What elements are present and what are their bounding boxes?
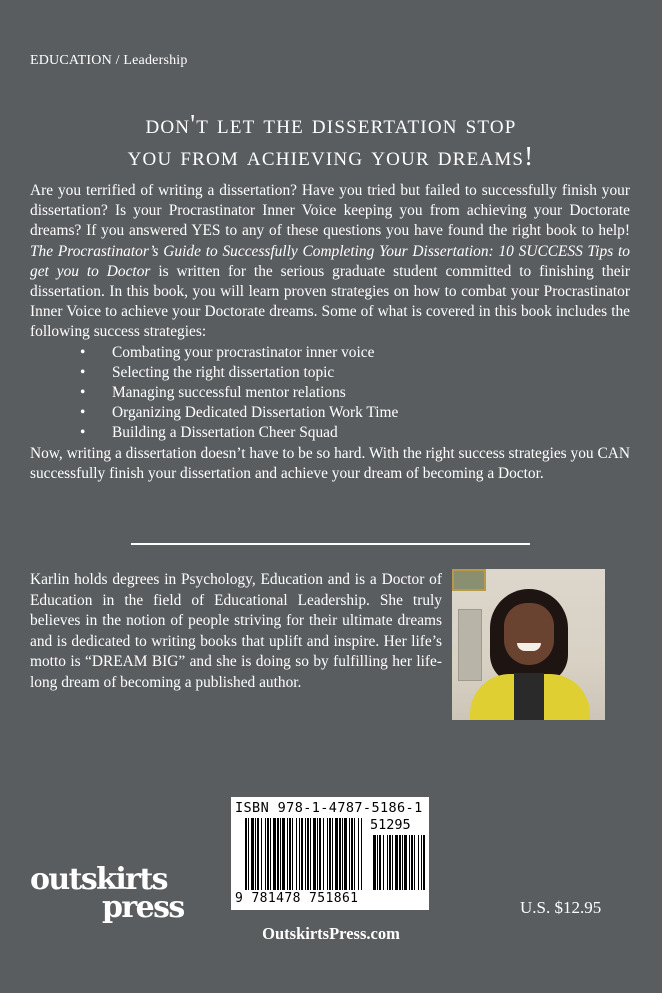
headline-line-1: don't let the dissertation stop	[145, 109, 517, 139]
barcode-bar	[409, 835, 410, 890]
barcode-bar	[323, 818, 324, 890]
description-intro: Are you terrified of writing a dissertation? Have you tried but failed to successfully finish your dissertation? Is your Procrastinator Inner Voice keeping you from achieving your Doctorate dreams? If you answered YES to any of these questions you have found the right book to help!	[30, 182, 630, 240]
barcode-bar	[344, 818, 347, 890]
barcode-bar	[310, 818, 311, 890]
barcode-bar	[339, 818, 341, 890]
barcode-bar	[313, 818, 316, 890]
author-bio: Karlin holds degrees in Psychology, Education and is a Doctor of Education in the field of Educational Leadership. She truly believes in the notion of people striving for their ultimate dreams and is dedicated to writing books that uplift and inspire. Her life’s motto is “DREAM BIG” and she is doing so by fulfilling her life-long dream of becoming a published author.	[30, 571, 442, 691]
barcode-bar	[317, 818, 318, 890]
headline	[20, 108, 642, 172]
barcode-bar	[296, 818, 297, 890]
divider	[131, 543, 530, 545]
barcode-bar	[267, 818, 269, 890]
barcode-bar	[377, 835, 378, 890]
barcode-bar	[414, 835, 415, 890]
barcode-bar	[399, 835, 401, 890]
price-label: U.S. $12.95	[520, 898, 602, 917]
publisher-logo	[30, 862, 184, 925]
barcode-bar	[299, 818, 300, 890]
author-photo	[452, 569, 605, 720]
barcode-bar	[387, 835, 388, 890]
price-code-text: 51295	[370, 817, 411, 833]
barcode-bar	[404, 835, 407, 890]
barcode-bar	[273, 818, 276, 890]
category-label: EDUCATION / Leadership	[30, 53, 188, 68]
barcode-bar	[305, 818, 306, 890]
barcode-bar	[287, 818, 288, 890]
barcode-bar	[292, 818, 293, 890]
barcode-bar	[282, 818, 285, 890]
barcode-bar	[421, 835, 422, 890]
barcode-bar	[257, 818, 259, 890]
photo-face	[504, 603, 554, 665]
barcode-bar	[245, 818, 247, 890]
barcode-bar	[332, 818, 333, 890]
barcode-bar	[392, 835, 393, 890]
barcode-bar	[289, 818, 291, 890]
barcode-bar	[379, 835, 381, 890]
barcode-bar	[351, 818, 353, 890]
barcode-bar	[358, 818, 359, 890]
barcode-bar	[255, 818, 256, 890]
barcode-bar	[248, 818, 249, 890]
isbn-text: ISBN 978-1-4787-5186-1	[235, 800, 423, 816]
barcode-bar	[261, 818, 262, 890]
barcode-bar	[383, 835, 384, 890]
barcode-digits: 9 781478 751861	[235, 891, 359, 906]
barcode-bar	[307, 818, 309, 890]
barcode-bar	[395, 835, 398, 890]
description-paragraph	[30, 181, 630, 343]
barcode-bar	[327, 818, 328, 890]
book-title: The Procrastinator’s Guide to Successfully Completing Your Dissertation: 10 SUCCESS Tips to get you to Doctor	[30, 242, 630, 280]
barcode-bar	[361, 818, 362, 890]
barcode-bar	[270, 818, 271, 890]
barcode-bar	[389, 835, 391, 890]
list-item: • Managing successful mentor relations	[80, 383, 630, 403]
barcode-bar	[277, 818, 279, 890]
list-item: • Selecting the right dissertation topic	[80, 363, 630, 383]
closing-paragraph: Now, writing a dissertation doesn’t have to be so hard. With the right success strategies you CAN successfully finish your dissertation and achieve your dream of becoming a Doctor.	[30, 444, 630, 482]
barcode-bar	[301, 818, 303, 890]
list-item: • Organizing Dedicated Dissertation Work Time	[80, 403, 630, 423]
barcode-bar	[335, 818, 338, 890]
logo-line-2: press	[102, 890, 184, 925]
headline-line-2: you from achieving your dreams!	[127, 141, 535, 171]
strategy-list	[30, 343, 630, 444]
barcode-bar	[411, 835, 413, 890]
barcode-bar	[373, 835, 376, 890]
barcode-bar	[280, 818, 281, 890]
barcode-bar	[349, 818, 350, 890]
barcode-bar	[418, 835, 419, 890]
barcode-bar	[402, 835, 403, 890]
logo-line-1: outskirts	[30, 862, 167, 897]
barcode-bar	[329, 818, 331, 890]
barcode-bar	[354, 818, 355, 890]
photo-cabinet	[458, 609, 482, 681]
isbn-barcode	[231, 797, 429, 910]
barcode-bar	[251, 818, 254, 890]
description-after-title: is written for the serious graduate student committed to finishing their dissertation. In this book, you will learn proven strategies on how to combat your Procrastinator Inner Voice to achieve your Doctorate dreams. Some of what is covered in this book includes the following success strategies:	[30, 262, 630, 341]
list-item: • Building a Dissertation Cheer Squad	[80, 423, 630, 443]
barcode-bar	[342, 818, 343, 890]
barcode-bar	[423, 835, 425, 890]
publisher-website: OutskirtsPress.com	[262, 924, 400, 943]
photo-wall-frame	[452, 569, 486, 591]
book-description	[30, 181, 630, 484]
barcode-bar	[265, 818, 266, 890]
photo-shirt	[514, 673, 544, 720]
list-item: • Combating your procrastinator inner voice	[80, 343, 630, 363]
barcode-bar	[319, 818, 321, 890]
